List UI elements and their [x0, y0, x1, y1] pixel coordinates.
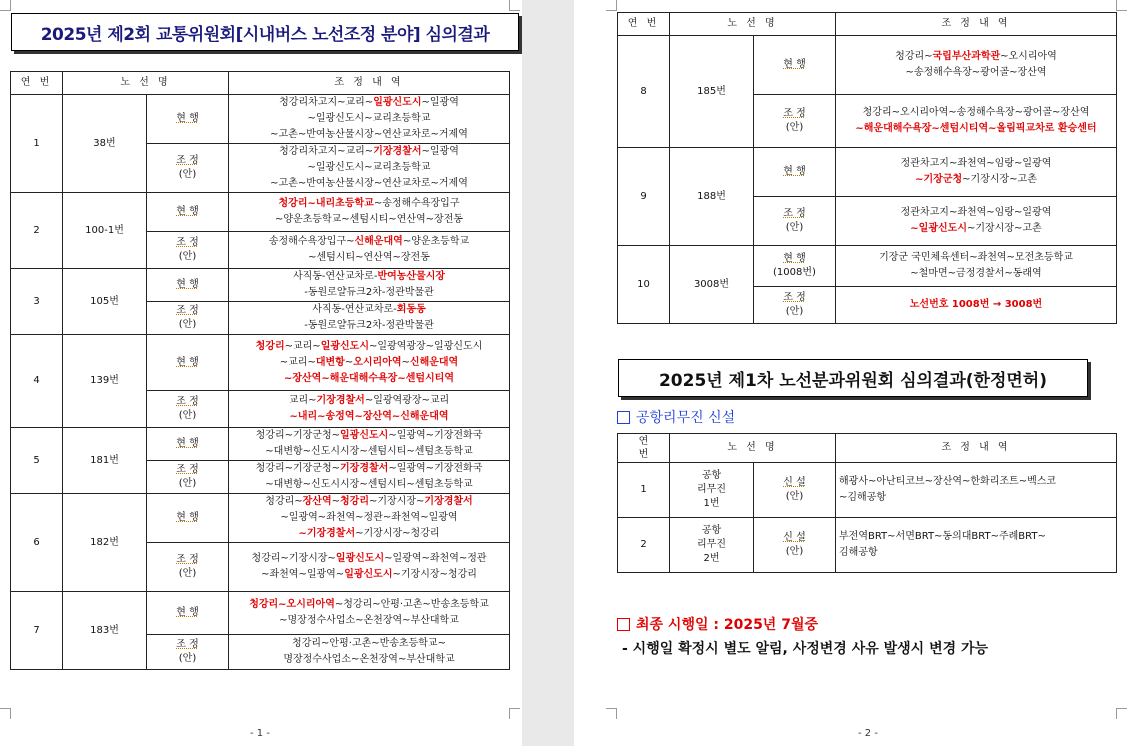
route-text: 청강리~기장군청~	[255, 430, 341, 441]
header-no: 연 번	[11, 72, 63, 95]
adjusted-route-content	[229, 232, 510, 269]
corner-mark	[509, 708, 520, 719]
table-row	[618, 518, 1117, 573]
route-name: 105번	[63, 269, 147, 335]
row-number: 4	[11, 335, 63, 428]
highlighted-route-text: 기장경찰서	[340, 463, 389, 474]
corner-mark	[1116, 0, 1127, 11]
header-no: 연 번	[618, 13, 670, 36]
route-text: ~일광역광장~교리	[364, 395, 450, 406]
table-row	[11, 428, 510, 461]
highlighted-route-text: 일광신도시	[340, 430, 389, 441]
current-route-content	[229, 428, 510, 461]
final-date-text: 최종 시행일 : 2025년 7월중	[636, 617, 818, 633]
row-type-label: 조 정 (안)	[754, 287, 836, 324]
route-text: ~일광역	[421, 97, 459, 108]
row-type-label: 조 정 (안)	[147, 391, 229, 428]
header-content: 조 정 내 역	[836, 13, 1117, 36]
new-route-content: 부전역BRT~서면BRT~동의대BRT~주례BRT~ 김해공항	[836, 518, 1117, 573]
route-text: 청강리~기장시장~	[251, 553, 336, 564]
route-name: 181번	[63, 428, 147, 494]
route-text: 청강리~오시리아역~송정해수욕장~광어골~장산역	[862, 107, 1090, 118]
route-name: 188번	[670, 148, 754, 246]
route-text: ~기장시장~청강리	[392, 569, 477, 580]
highlighted-route-text: 청강리~오시리아역	[249, 599, 335, 610]
corner-mark	[606, 0, 617, 11]
highlighted-route-text: ~일광신도시	[910, 223, 967, 234]
table-header-row	[11, 72, 510, 95]
route-name: 공항 리무진 2번	[670, 518, 754, 573]
header-route: 노 선 명	[670, 434, 836, 463]
route-text: -동원로얄듀크2차-정관박물관	[304, 287, 434, 298]
table-row	[11, 193, 510, 232]
route-text: ~교리~	[279, 356, 316, 368]
route-text: ~일광역~좌천역~정관~좌천역~일광역	[280, 512, 458, 523]
page-gap	[522, 0, 574, 746]
row-type-label: 조 정 (안)	[147, 543, 229, 592]
route-text: -동원로얄듀크2차-정관박물관	[304, 320, 434, 331]
table-row	[618, 246, 1117, 287]
table-1-body	[11, 95, 510, 670]
table-row	[618, 148, 1117, 197]
route-text: ~기장시장~고촌	[966, 223, 1042, 234]
row-type-label: 현 행	[147, 193, 229, 232]
highlighted-route-text: 신해운대역	[354, 236, 403, 247]
section-heading-new-route	[617, 407, 735, 427]
route-name: 3008번	[670, 246, 754, 324]
highlighted-route-text: 반여농산물시장	[377, 271, 446, 282]
adjusted-route-content	[836, 287, 1117, 324]
highlighted-route-text: 일광신도시	[373, 97, 422, 108]
checkbox-square-icon	[617, 411, 630, 424]
route-text: 청강리~	[895, 51, 933, 62]
row-number: 8	[618, 36, 670, 148]
header-no: 연 번	[618, 434, 670, 463]
adjusted-route-content	[229, 144, 510, 193]
route-text: ~청강리~안평·고촌~반송초등학교	[334, 599, 489, 610]
table-row	[618, 36, 1117, 95]
table-2-body	[618, 36, 1117, 324]
highlighted-route-text: 대변항	[315, 356, 345, 368]
corner-mark	[0, 0, 11, 11]
header-route: 노 선 명	[670, 13, 836, 36]
table-row	[11, 335, 510, 391]
route-adjustment-table-1	[10, 71, 510, 670]
route-text: ~일광역	[421, 146, 459, 157]
row-number: 3	[11, 269, 63, 335]
highlighted-route-text: 일광신도시	[320, 340, 369, 352]
route-name: 38번	[63, 95, 147, 193]
route-adjustment-table-2	[617, 12, 1117, 324]
row-type-label: 현 행 (1008번)	[754, 246, 836, 287]
corner-mark	[606, 708, 617, 719]
route-name: 182번	[63, 494, 147, 592]
row-number: 1	[618, 463, 670, 518]
highlighted-route-text: 청강리	[340, 496, 369, 507]
table-header-row	[618, 13, 1117, 36]
route-text: ~기장시장~	[369, 496, 425, 507]
adjusted-route-content	[229, 543, 510, 592]
route-text: 청강리차고지~교리~	[279, 97, 374, 108]
page-number-2: - 2 -	[858, 728, 878, 739]
row-type-label: 조 정 (안)	[147, 302, 229, 335]
row-number: 7	[11, 592, 63, 670]
page-2-title	[618, 359, 1088, 397]
row-type-label: 현 행	[147, 269, 229, 302]
route-text: ~	[401, 356, 410, 368]
current-route-content	[836, 246, 1117, 287]
route-text: ~교리~	[284, 340, 321, 352]
table-row	[11, 494, 510, 543]
route-text: 사직동-연산교차로-	[312, 304, 397, 315]
route-text: ~철마면~금정경찰서~동래역	[910, 268, 1042, 279]
highlighted-route-text: 기장경찰서	[424, 496, 473, 507]
table-row	[11, 269, 510, 302]
route-text: ~대변항~신도시시장~센텀시티~센텀초등학교	[265, 446, 473, 457]
route-text: ~좌천역~일광역~	[261, 569, 345, 580]
row-number: 5	[11, 428, 63, 494]
highlighted-route-text: 장산역	[302, 496, 332, 507]
row-number: 6	[11, 494, 63, 592]
current-route-content	[229, 193, 510, 232]
page-number-1: - 1 -	[250, 728, 270, 739]
row-number: 9	[618, 148, 670, 246]
route-text: ~명장정수사업소~온천장역~부산대학교	[279, 615, 459, 626]
route-text: ~고촌~반여농산물시장~연산교차로~거제역	[270, 129, 468, 140]
route-text: ~	[344, 356, 354, 368]
row-number: 2	[618, 518, 670, 573]
route-text: 청강리~	[265, 496, 303, 507]
route-text: ~오시리아역	[1000, 51, 1057, 62]
final-note: - 시행일 확정시 별도 알림, 사정변경 사유 발생시 변경 가능	[622, 641, 989, 657]
route-text: 청강리~안평·고촌~반송초등학교~	[292, 638, 446, 649]
route-text: 정관차고지~좌천역~임랑~일광역	[900, 207, 1052, 218]
highlighted-route-text: 기장경찰서	[316, 395, 365, 406]
route-text: ~일광역~기장전화국	[388, 463, 483, 474]
highlighted-route-text: ~기장경찰서	[298, 528, 356, 539]
route-name: 183번	[63, 592, 147, 670]
adjusted-route-content	[229, 391, 510, 428]
row-type-label: 현 행	[147, 335, 229, 391]
table-3-body	[618, 463, 1117, 573]
current-route-content	[229, 335, 510, 391]
adjusted-route-content	[836, 197, 1117, 246]
row-type-label: 신 설 (안)	[754, 518, 836, 573]
highlighted-route-text: 청강리	[255, 340, 285, 352]
highlighted-route-text: 일광신도시	[335, 553, 385, 564]
route-text: ~송정해수욕장~광어골~장산역	[905, 67, 1047, 78]
highlighted-route-text: 회동동	[396, 304, 426, 315]
route-text: ~양운초등학교~센텀시티~연산역~장전동	[274, 214, 464, 225]
route-text: ~양운초등학교	[402, 236, 470, 247]
adjusted-route-content	[229, 461, 510, 494]
adjusted-route-content	[229, 302, 510, 335]
route-text: ~일광역광장~일광신도시	[369, 340, 483, 352]
highlighted-route-text: 노선번호 1008번 → 3008번	[909, 299, 1043, 310]
checkbox-square-icon	[617, 618, 630, 631]
current-route-content	[229, 494, 510, 543]
row-type-label: 신 설 (안)	[754, 463, 836, 518]
row-type-label: 조 정 (안)	[147, 635, 229, 670]
route-text: 청강리차고지~교리~	[279, 146, 374, 157]
table-row	[618, 463, 1117, 518]
row-type-label: 조 정 (안)	[147, 144, 229, 193]
row-number: 1	[11, 95, 63, 193]
row-type-label: 현 행	[754, 148, 836, 197]
route-name: 139번	[63, 335, 147, 428]
highlighted-route-text: ~내리~송정역~장산역~신해운대역	[289, 411, 449, 422]
highlighted-route-text: ~장산역~해운대해수욕장~센텀시티역	[283, 372, 455, 384]
highlighted-route-text: 일광신도시	[344, 569, 393, 580]
route-text: ~센텀시티~연산역~장전동	[308, 252, 430, 263]
row-type-label: 현 행	[147, 494, 229, 543]
final-date-heading	[617, 614, 818, 634]
header-content: 조 정 내 역	[836, 434, 1117, 463]
new-route-table	[617, 433, 1117, 573]
header-content: 조 정 내 역	[229, 72, 510, 95]
page-1-title-text: 2025년 제2회 교통위원회[시내버스 노선조정 분야] 심의결과	[40, 24, 490, 45]
section-heading-text: 공항리무진 신설	[636, 410, 736, 426]
route-text: ~기장시장~청강리	[355, 528, 440, 539]
route-text: ~대변항~신도시시장~센텀시티~센텀초등학교	[265, 479, 473, 490]
row-number: 2	[11, 193, 63, 269]
route-text: ~기장시장~고촌	[962, 174, 1037, 185]
route-text: ~송정해수욕장입구	[373, 198, 460, 209]
route-text: ~일광역~좌천역~정관	[384, 553, 487, 564]
highlighted-route-text: 국립부산과학관	[932, 51, 1001, 62]
table-row	[11, 95, 510, 144]
route-text: ~일광역~기장전화국	[388, 430, 483, 441]
route-text: 사직동-연산교차로-	[292, 271, 378, 282]
route-name: 185번	[670, 36, 754, 148]
route-text: ~	[331, 496, 341, 507]
route-text: ~일광신도시~교리초등학교	[307, 162, 431, 173]
current-route-content	[229, 269, 510, 302]
highlighted-route-text: 신해운대역	[409, 356, 459, 368]
route-text: 기장군 국민체육센터~좌천역~모전초등학교	[879, 252, 1073, 263]
route-text: ~고촌~반여농산물시장~연산교차로~거제역	[270, 178, 468, 189]
row-type-label: 현 행	[147, 95, 229, 144]
new-route-content: 해광사~아난티코브~장산역~한화리조트~벡스코 ~김해공항	[836, 463, 1117, 518]
row-type-label: 조 정 (안)	[147, 461, 229, 494]
current-route-content	[229, 592, 510, 635]
route-text: ~일광신도시~교리초등학교	[307, 113, 431, 124]
current-route-content	[836, 36, 1117, 95]
row-number: 10	[618, 246, 670, 324]
route-text: 교리~	[288, 395, 317, 406]
route-name: 공항 리무진 1번	[670, 463, 754, 518]
route-name: 100-1번	[63, 193, 147, 269]
header-route: 노 선 명	[63, 72, 229, 95]
page-1-title	[11, 13, 519, 51]
row-type-label: 조 정 (안)	[754, 95, 836, 148]
row-type-label: 현 행	[754, 36, 836, 95]
row-type-label: 현 행	[147, 428, 229, 461]
route-text: 명장정수사업소~온천장역~부산대학교	[283, 654, 455, 665]
current-route-content	[836, 148, 1117, 197]
route-text: 정관차고지~좌천역~임랑~일광역	[900, 158, 1052, 169]
route-text: 청강리~기장군청~	[255, 463, 341, 474]
highlighted-route-text: ~해운대해수욕장~센텀시티역~올림픽교차로 환승센터	[855, 123, 1097, 134]
corner-mark	[509, 0, 520, 11]
highlighted-route-text: 오시리아역	[353, 356, 402, 368]
highlighted-route-text: 기장경찰서	[373, 146, 422, 157]
row-type-label: 조 정 (안)	[754, 197, 836, 246]
corner-mark	[1116, 708, 1127, 719]
adjusted-route-content	[836, 95, 1117, 148]
row-type-label: 현 행	[147, 592, 229, 635]
table-row	[11, 592, 510, 635]
current-route-content	[229, 95, 510, 144]
corner-mark	[0, 708, 11, 719]
adjusted-route-content	[229, 635, 510, 670]
row-type-label: 조 정 (안)	[147, 232, 229, 269]
page-2-title-text: 2025년 제1차 노선분과위원회 심의결과(한정면허)	[658, 370, 1048, 391]
route-text: 송정해수욕장입구~	[268, 236, 355, 247]
highlighted-route-text: ~기장군청	[915, 174, 963, 185]
highlighted-route-text: 청강리~내리초등학교	[278, 198, 374, 209]
table-header-row	[618, 434, 1117, 463]
